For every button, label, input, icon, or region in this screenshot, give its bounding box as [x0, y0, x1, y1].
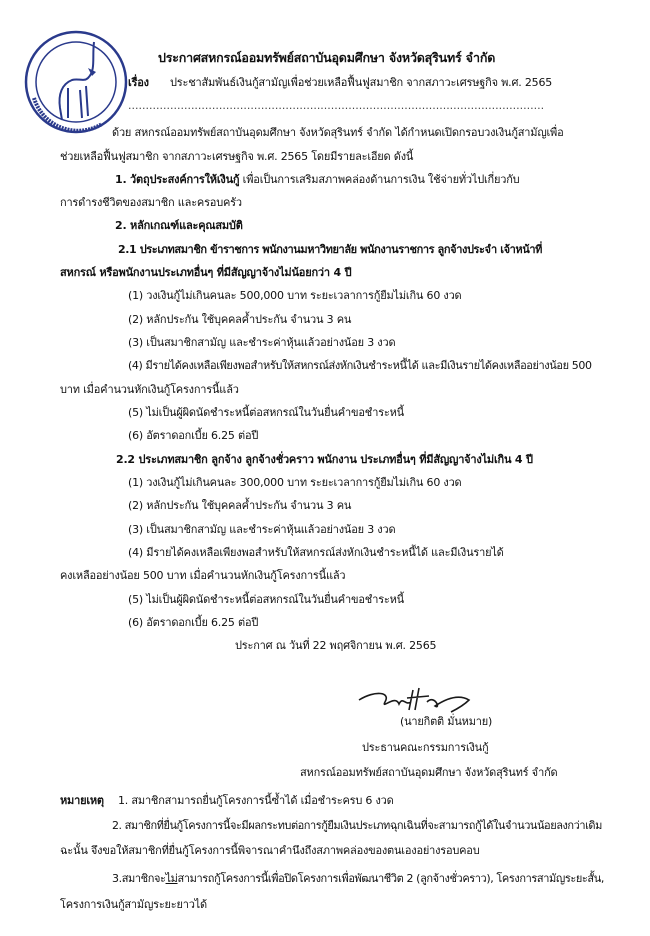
announce-date: ประกาศ ณ วันที่ 22 พฤศจิกายน พ.ศ. 2565 — [235, 639, 437, 652]
note-2-cont: ฉะนั้น จึงขอให้สมาชิกที่ยื่นกู้โครงการนี้พิจารณาคำนึงถึงสภาพคล่องของตนเองอย่างรอบคอบ — [60, 844, 480, 857]
note-2: 2. สมาชิกที่ยื่นกู้โครงการนี้จะมีผลกระทบต่อการกู้ยืมเงินประเภทฉุกเฉินที่จะสามารถกู้ได้ในจำนวนน้อยลงกว่าเดิม — [112, 819, 602, 832]
section-2-heading: 2. หลักเกณฑ์และคุณสมบัติ — [115, 219, 243, 232]
note-3-cont: โครงการเงินกู้สามัญระยะยาวได้ — [60, 898, 207, 911]
s21-item-3: (3) เป็นสมาชิกสามัญ และชำระค่าหุ้นแล้วอย่างน้อย 3 งวด — [128, 336, 396, 349]
s22-item-2: (2) หลักประกัน ใช้บุคคลค้ำประกัน จำนวน 3 คน — [128, 499, 352, 512]
s22-item-6: (6) อัตราดอกเบี้ย 6.25 ต่อปี — [128, 616, 259, 629]
s22-item-4-cont: คงเหลืออย่างน้อย 500 บาท เมื่อคำนวนหักเงินกู้โครงการนี้แล้ว — [60, 569, 346, 582]
document-title: ประกาศสหกรณ์ออมทรัพย์สถาบันอุดมศึกษา จังหวัดสุรินทร์ จำกัด — [158, 50, 496, 65]
s21-item-6: (6) อัตราดอกเบี้ย 6.25 ต่อปี — [128, 429, 259, 442]
intro-line-2: ช่วยเหลือฟื้นฟูสมาชิก จากสภาวะเศรษฐกิจ พ.ศ. 2565 โดยมีรายละเอียด ดังนี้ — [60, 150, 414, 163]
s21-item-2: (2) หลักประกัน ใช้บุคคลค้ำประกัน จำนวน 3 คน — [128, 313, 352, 326]
section-2-1-heading-cont: สหกรณ์ หรือพนักงานประเภทอื่นๆ ที่มีสัญญาจ้างไม่น้อยกว่า 4 ปี — [60, 266, 352, 279]
section-1-heading: 1. วัตถุประสงค์การให้เงินกู้ — [115, 173, 240, 186]
signatory-org: สหกรณ์ออมทรัพย์สถาบันอุดมศึกษา จังหวัดสุรินทร์ จำกัด — [300, 766, 558, 779]
subject-label: เรื่อง — [128, 76, 149, 89]
signatory-name: (นายกิตติ มั่นหมาย) — [400, 715, 493, 728]
note-3-post: สามารถกู้โครงการนี้เพื่อปิดโครงการเพื่อพัฒนาชีวิต 2 (ลูกจ้างชั่วคราว), โครงการสามัญระยะสั้น, — [177, 872, 604, 885]
s21-item-4: (4) มีรายได้คงเหลือเพียงพอสำหรับให้สหกรณ์ส่งหักเงินชำระหนี้ได้ และมีเงินรายได้คงเหลืออย่างน้อย 500 — [128, 359, 592, 372]
notes-label: หมายเหตุ — [60, 794, 104, 807]
section-1-text: เพื่อเป็นการเสริมสภาพคล่องด้านการเงิน ใช้จ่ายทั่วไปเกี่ยวกับ — [239, 173, 520, 186]
signatory-position: ประธานคณะกรรมการเงินกู้ — [362, 741, 489, 754]
s22-item-1: (1) วงเงินกู้ไม่เกินคนละ 300,000 บาท ระยะเวลาการกู้ยืมไม่เกิน 60 งวด — [128, 476, 462, 489]
note-3 — [112, 871, 604, 887]
s21-item-1: (1) วงเงินกู้ไม่เกินคนละ 500,000 บาท ระยะเวลาการกู้ยืมไม่เกิน 60 งวด — [128, 289, 462, 302]
s21-item-4-cont: บาท เมื่อคำนวนหักเงินกู้โครงการนี้แล้ว — [60, 383, 239, 396]
signature — [355, 684, 475, 714]
s21-item-5: (5) ไม่เป็นผู้ผิดนัดชำระหนี้ต่อสหกรณ์ในวันยื่นคำขอชำระหนี้ — [128, 406, 404, 419]
cooperative-logo — [22, 28, 130, 136]
s22-item-5: (5) ไม่เป็นผู้ผิดนัดชำระหนี้ต่อสหกรณ์ในวันยื่นคำขอชำระหนี้ — [128, 593, 404, 606]
note-3-emphasis: ไม่ — [165, 872, 178, 885]
s22-item-3: (3) เป็นสมาชิกสามัญ และชำระค่าหุ้นแล้วอย่างน้อย 3 งวด — [128, 523, 396, 536]
s22-item-4: (4) มีรายได้คงเหลือเพียงพอสำหรับให้สหกรณ์ส่งหักเงินชำระหนี้ได้ และมีเงินรายได้ — [128, 546, 504, 559]
section-2-2-heading: 2.2 ประเภทสมาชิก ลูกจ้าง ลูกจ้างชั่วคราว พนักงาน ประเภทอื่นๆ ที่มีสัญญาจ้างไม่เกิน 4 ปี — [116, 453, 533, 466]
section-1-cont: การดำรงชีวิตของสมาชิก และครอบครัว — [60, 196, 242, 209]
note-3-pre: 3.สมาชิกจะ — [112, 872, 166, 885]
subject-text: ประชาสัมพันธ์เงินกู้สามัญเพื่อช่วยเหลือฟื้นฟูสมาชิก จากสภาวะเศรษฐกิจ พ.ศ. 2565 — [170, 76, 553, 89]
note-1: 1. สมาชิกสามารถยื่นกู้โครงการนี้ซ้ำได้ เมื่อชำระครบ 6 งวด — [118, 794, 394, 807]
dotted-divider: ....................................................................................................................... — [128, 99, 545, 112]
section-2-1-heading: 2.1 ประเภทสมาชิก ข้าราชการ พนักงานมหาวิทยาลัย พนักงานราชการ ลูกจ้างประจำ เจ้าหน้าที่ — [118, 243, 542, 256]
intro-line-1: ด้วย สหกรณ์ออมทรัพย์สถาบันอุดมศึกษา จังหวัดสุรินทร์ จำกัด ได้กำหนดเปิดกรอบวงเงินกู้สามัญเพื่อ — [112, 126, 564, 139]
section-1 — [115, 172, 519, 188]
